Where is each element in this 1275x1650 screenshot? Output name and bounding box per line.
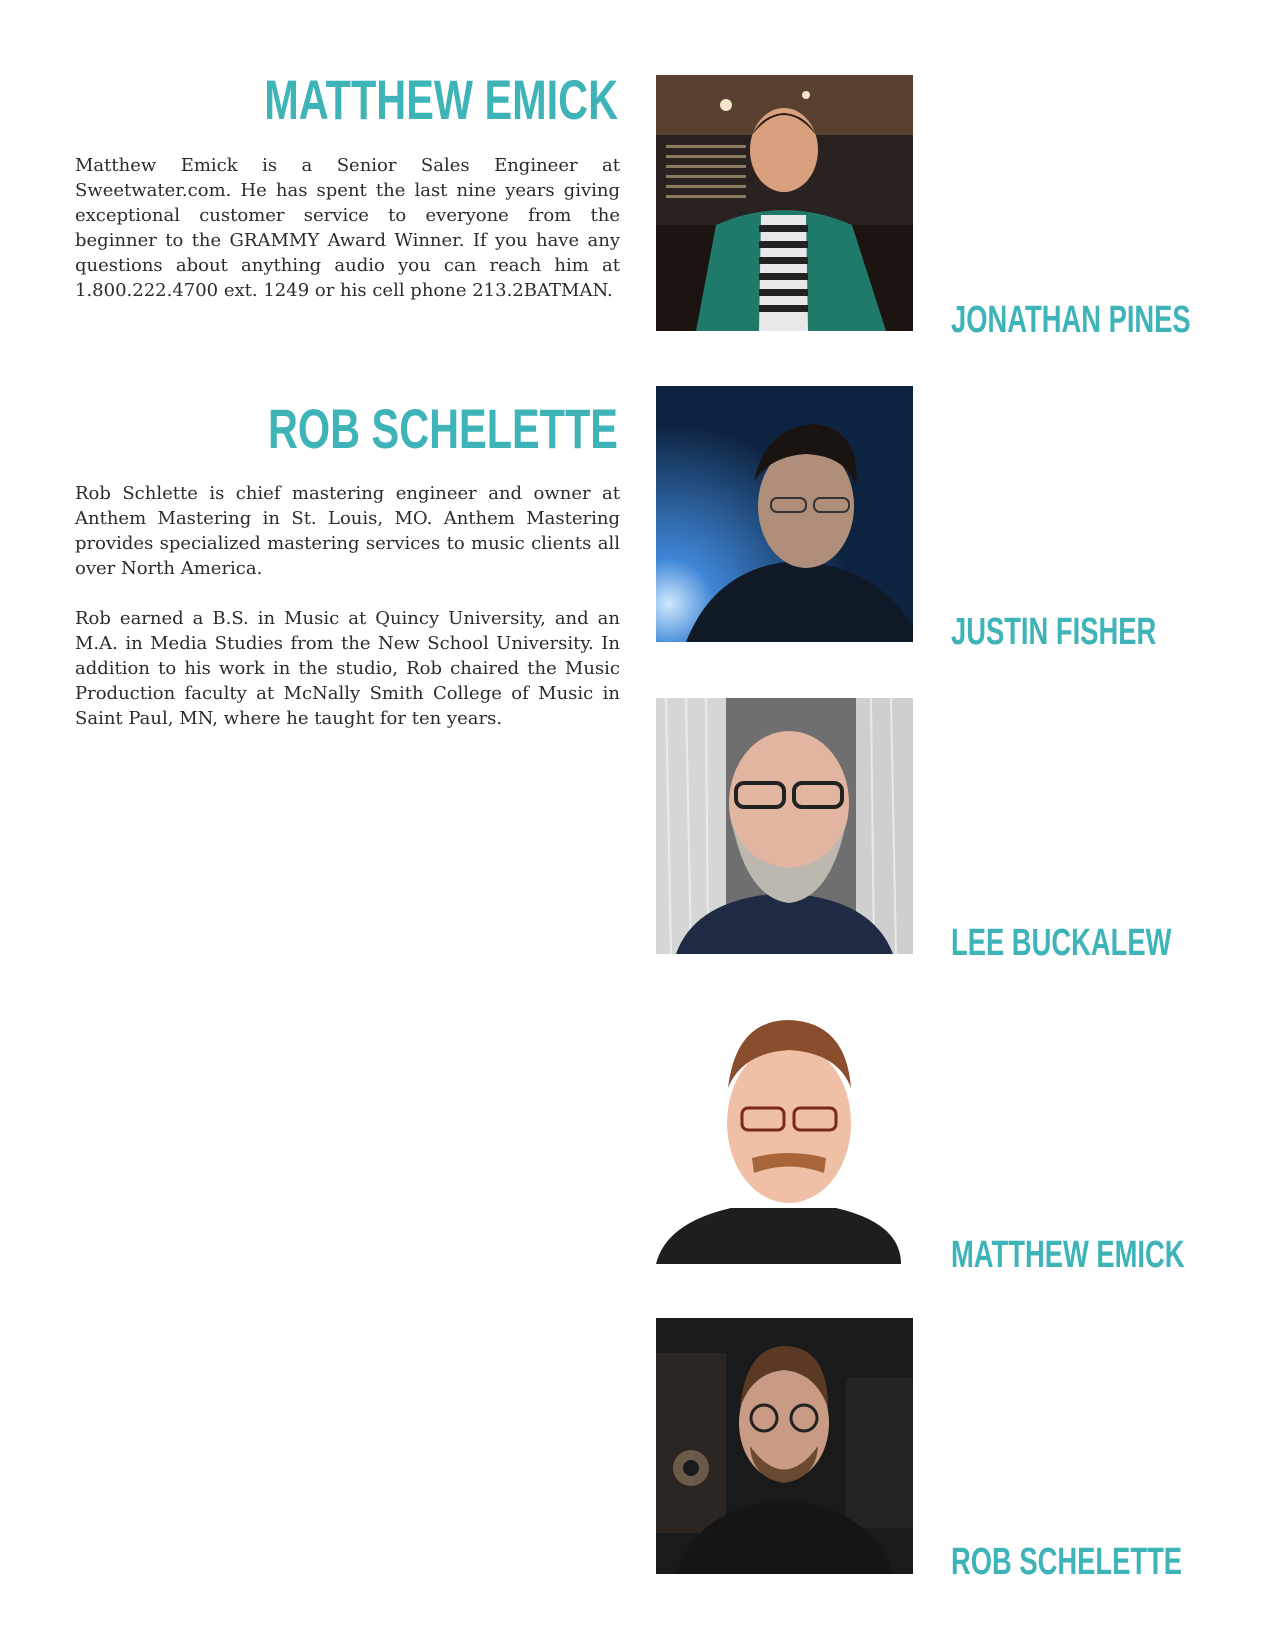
portrait-photo [656,386,913,642]
team-member-name: MATTHEW EMICK [951,1234,1185,1276]
portrait-studio-console-icon [656,75,913,331]
portrait-white-background-icon [656,1008,913,1264]
portrait-photo [656,698,913,954]
bio-name-heading: ROB SCHELETTE [268,397,618,460]
bio-name-heading: MATTHEW EMICK [264,68,618,131]
portrait-photo [656,1318,913,1574]
bio-paragraph: Rob earned a B.S. in Music at Quincy University, and an M.A. in Media Studies from the New School University. In addition to his work in the studio, Rob chaired the Music Production faculty at McNally Smith College of Music in Saint Paul, MN, where he taught for ten years. [75,608,620,729]
portrait-dark-studio-icon [656,1318,913,1574]
portrait-photo [656,75,913,331]
portrait-waterfall-icon [656,698,913,954]
team-member-name: LEE BUCKALEW [951,922,1172,964]
team-member-name: ROB SCHELETTE [951,1541,1183,1583]
portrait-photo [656,1008,913,1264]
bio-text [75,481,620,731]
portrait-blue-light-icon [656,386,913,642]
team-member-name: JUSTIN FISHER [951,611,1157,653]
bio-text [75,153,620,303]
team-member-name: JONATHAN PINES [951,299,1191,341]
bio-paragraph: Matthew Emick is a Senior Sales Engineer at Sweetwater.com. He has spent the last nine years giving exceptional customer service to everyone from the beginner to the GRAMMY Award Winner. If you have any questions about anything audio you can reach him at 1.800.222.4700 ext. 1249 or his cell phone 213.2BATMAN. [75,155,620,301]
bio-paragraph: Rob Schlette is chief mastering engineer and owner at Anthem Mastering in St. Louis, MO. Anthem Mastering provides specialized mastering services to music clients all over North America. [75,483,620,579]
